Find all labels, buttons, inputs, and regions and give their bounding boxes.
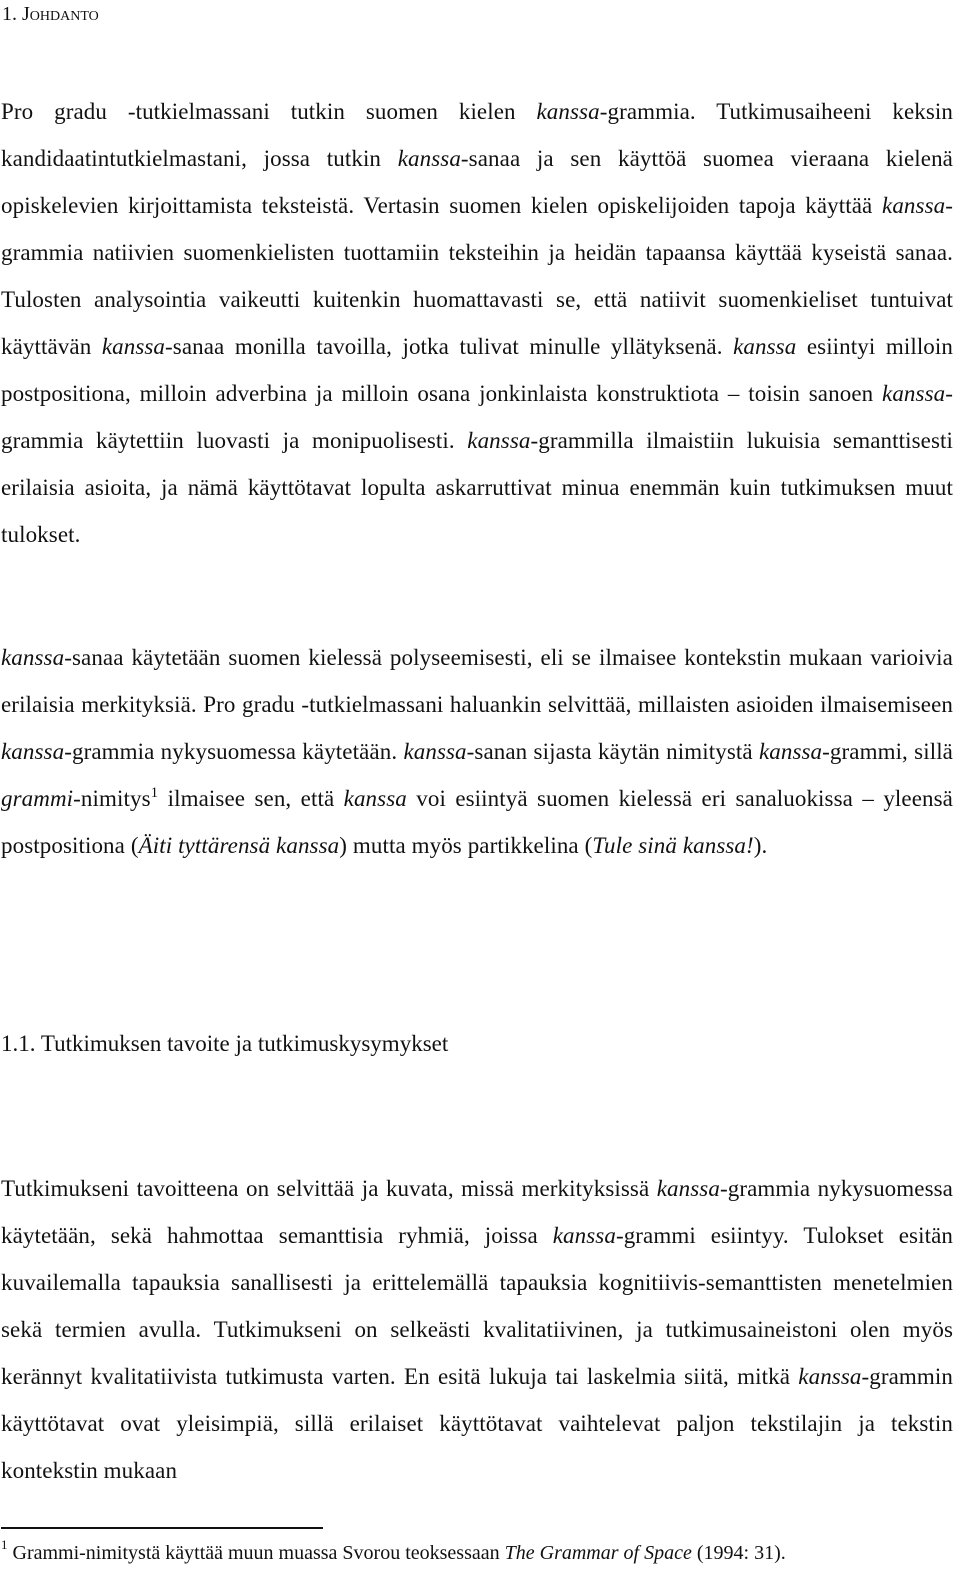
- text-run: ).: [753, 833, 768, 858]
- paragraph-polysemy: [1, 634, 953, 869]
- italic-term: grammi: [1, 786, 74, 811]
- italic-term: kanssa: [101, 334, 166, 359]
- paragraph-objectives: [1, 1165, 953, 1494]
- paragraph-intro: [1, 88, 953, 558]
- text-run: -grammin käyttötavat ovat yleisimpiä, sillä erilaiset käyttötavat vaihtelevat paljon tekstilajin ja tekstin kontekstin mukaan: [1, 1364, 953, 1483]
- chapter-heading: [2, 2, 99, 26]
- text-run: -grammi esiintyy. Tulokset esitän kuvailemalla tapauksia sanallisesti ja erittelemällä tapauksia kognitiivis-semanttisten menetelmien sekä termien avulla. Tutkimukseni on selkeästi kvalitatiivinen, ja tutkimusaineistoni olen myös kerännyt kvalitatiivista tutkimusta varten. En esitä lukuja tai laskelmia siitä, mitkä: [1, 1223, 953, 1389]
- text-run: -grammilla ilmaistiin lukuisia semanttisesti erilaisia asioita, ja nämä käyttötavat lopulta askarruttivat minua enemmän kuin tutkimuksen muut tulokset.: [1, 428, 953, 547]
- italic-term: kanssa: [798, 1364, 862, 1389]
- section-heading: 1.1. Tutkimuksen tavoite ja tutkimuskysymykset: [1, 1031, 449, 1056]
- text-run: -sanan sijasta käytän nimitystä: [466, 739, 759, 764]
- text-run: -grammia käytettiin luovasti ja monipuolisesti.: [1, 381, 953, 453]
- text-run: -nimitys: [73, 786, 151, 811]
- text-run: ) mutta myös partikkelina (: [339, 833, 593, 858]
- text-run: Tutkimukseni tavoitteena on selvittää ja kuvata, missä merkityksissä: [1, 1176, 657, 1201]
- text-run: ilmaisee sen, että: [158, 786, 344, 811]
- italic-term: kanssa: [882, 381, 946, 406]
- text-run: (1994: 31).: [691, 1542, 786, 1564]
- footnote-marker: 1: [150, 785, 159, 801]
- chapter-title-rest: ohdanto: [29, 3, 99, 25]
- italic-term: kanssa: [1, 645, 65, 670]
- text-run: -sanaa käytetään suomen kielessä polyseemisesti, eli se ilmaisee kontekstin mukaan varioivia erilaisia merkityksiä. Pro gradu -tutkielmassani haluankin selvittää, millaisten asioiden ilmaisemiseen: [1, 645, 953, 717]
- footnote: [1, 1537, 941, 1569]
- italic-term: kanssa: [467, 428, 531, 453]
- chapter-title-initial: J: [22, 3, 30, 25]
- italic-term: kanssa: [343, 786, 407, 811]
- italic-term: kanssa: [882, 193, 946, 218]
- text-run: esiintyi milloin postpositiona, milloin adverbina ja milloin osana jonkinlaista konstruktiota – toisin sanoen: [1, 334, 954, 406]
- text-run: voi esiintyä suomen kielessä eri sanaluokissa – yleensä postpositiona (: [1, 786, 953, 858]
- text-run: -grammia natiivien suomenkielisten tuottamiin teksteihin ja heidän tapaansa käyttää kyseistä sanaa. Tulosten analysointia vaikeutti kuitenkin huomattavasti se, että natiivit suomenkieliset tuntuivat käyttävän: [1, 193, 953, 359]
- italic-term: Tule sinä kanssa!: [592, 833, 754, 858]
- italic-term: kanssa: [403, 739, 467, 764]
- footnote-divider: [1, 1527, 323, 1529]
- chapter-number: 1.: [2, 3, 22, 25]
- italic-term: kanssa: [536, 99, 600, 124]
- italic-term: kanssa: [552, 1223, 616, 1248]
- text-run: -sanaa monilla tavoilla, jotka tulivat minulle yllätyksenä.: [165, 334, 734, 359]
- italic-term: Äiti tyttärensä kanssa: [138, 833, 340, 858]
- italic-term: kanssa: [397, 146, 461, 171]
- text-run: -grammia nykysuomessa käytetään.: [64, 739, 404, 764]
- text-run: -sanaa ja sen käyttöä suomea vieraana kielenä opiskelevien kirjoittamista teksteistä. Vertasin suomen kielen opiskelijoiden tapoja käyttää: [1, 146, 953, 218]
- text-run: Grammi-nimitystä käyttää muun muassa Svorou teoksessaan: [7, 1542, 505, 1564]
- text-run: Pro gradu -tutkielmassani tutkin suomen kielen: [1, 99, 537, 124]
- text-run: -grammi, sillä: [822, 739, 953, 764]
- footnote-marker: 1: [1, 1537, 8, 1552]
- text-run: -grammia nykysuomessa käytetään, sekä hahmottaa semanttisia ryhmiä, joissa: [1, 1176, 953, 1248]
- italic-term: The Grammar of Space: [504, 1542, 692, 1564]
- italic-term: kanssa: [733, 334, 797, 359]
- italic-term: kanssa: [656, 1176, 720, 1201]
- text-run: -grammia. Tutkimusaiheeni keksin kandidaatintutkielmastani, jossa tutkin: [1, 99, 953, 171]
- italic-term: kanssa: [758, 739, 823, 764]
- italic-term: kanssa: [1, 739, 65, 764]
